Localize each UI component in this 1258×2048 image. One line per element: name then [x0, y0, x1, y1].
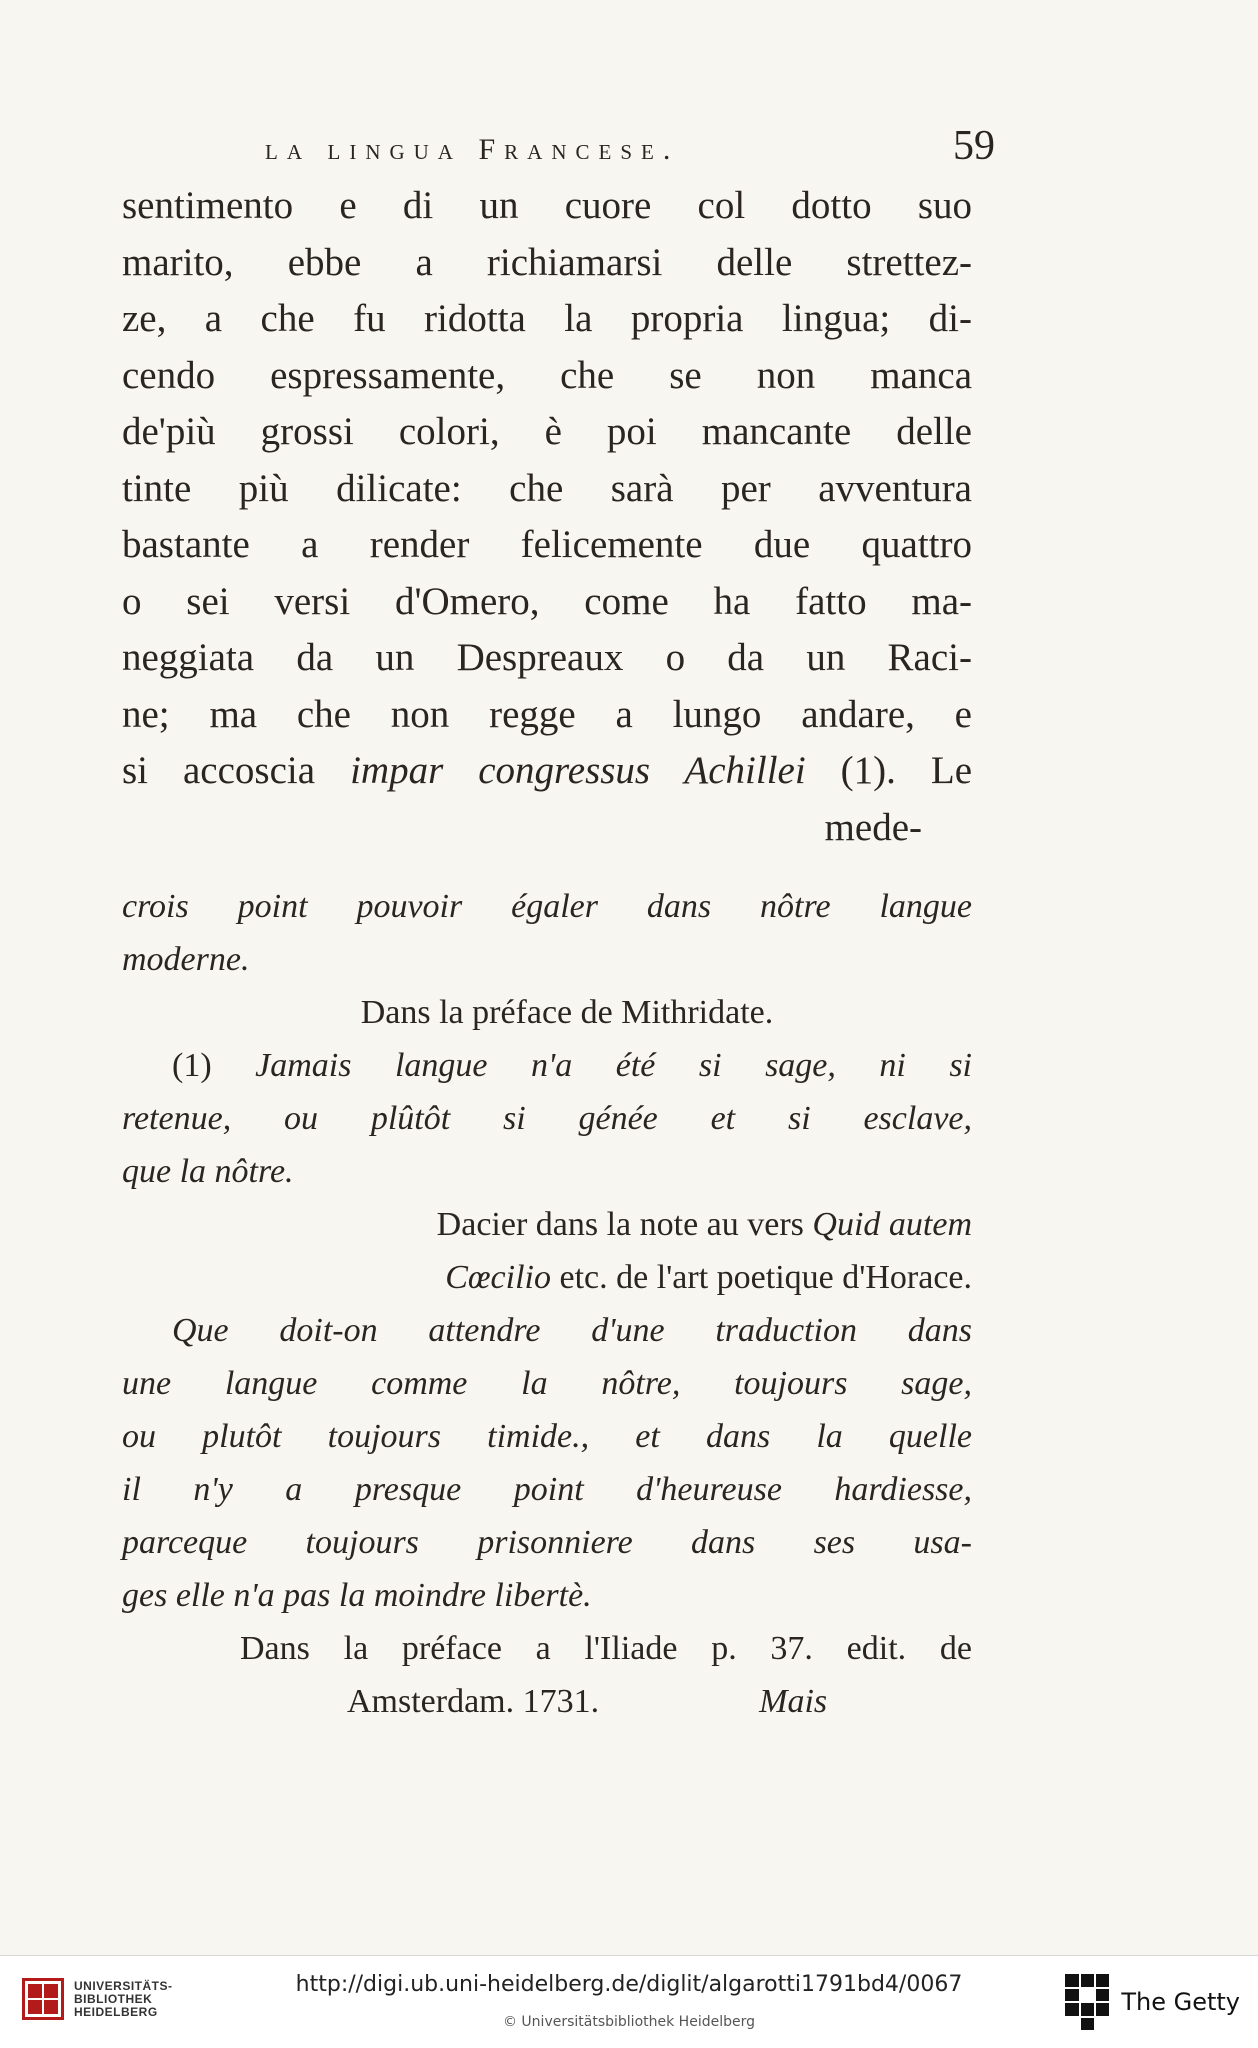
note-source — [122, 1251, 972, 1304]
latin-quote: Cœcilio — [445, 1259, 551, 1296]
note-line: une langue comme la nôtre, toujours sage, — [122, 1365, 972, 1402]
catchword: Mais — [759, 1683, 828, 1720]
note-line: Que doit-on attendre d'une traduction dans — [172, 1312, 972, 1349]
text-line: o sei versi d'Omero, come ha fatto ma- — [122, 579, 972, 623]
note-text: Jamais langue n'a été si sage, ni si — [255, 1047, 972, 1084]
note-source — [122, 1198, 972, 1251]
note-line: moderne. — [122, 941, 250, 978]
getty-icon — [1065, 1974, 1109, 2030]
page-header — [265, 122, 995, 170]
ub-logo-line: UNIVERSITÄTS- — [74, 1978, 173, 1993]
footnote-reference: (1). Le — [805, 749, 973, 792]
text-line: sentimento e di un cuore col dotto suo — [122, 184, 972, 227]
note-line: il n'y a presque point d'heureuse hardiesse, — [122, 1471, 972, 1508]
note-source: Dans la préface a l'Iliade p. 37. edit. de — [240, 1630, 972, 1667]
latin-quote: Quid autem — [812, 1206, 972, 1243]
text-line: de'più grossi colori, è poi mancante delle — [122, 410, 972, 453]
getty-label: The Getty — [1121, 1988, 1240, 2016]
catchword: mede- — [824, 805, 922, 849]
main-text — [122, 178, 972, 856]
running-title: la lingua Francese. — [265, 133, 680, 166]
note-source-text: etc. de l'art poetique d'Horace. — [551, 1259, 972, 1296]
text-fragment: si accoscia — [122, 749, 351, 792]
text-line: tinte più dilicate: che sarà per avventura — [122, 466, 972, 510]
note-line: parceque toujours prisonniere dans ses usa- — [122, 1524, 972, 1561]
copyright-notice: © Universitätsbibliothek Heidelberg — [502, 2014, 755, 2030]
note-source — [122, 1675, 972, 1728]
note-line — [122, 1039, 972, 1092]
footnotes — [122, 880, 972, 1728]
note-source: Dans la préface de Mithridate. — [360, 994, 774, 1031]
viewer-footer — [0, 1955, 1258, 2048]
note-line: retenue, ou plûtôt si génée et si esclave, — [122, 1100, 972, 1137]
text-line: neggiata da un Despreaux o da un Raci- — [122, 636, 972, 679]
getty-logo[interactable] — [1065, 1974, 1240, 2030]
text-line: cendo espressamente, che se non manca — [122, 353, 972, 397]
text-line-last — [122, 743, 972, 800]
note-source-text: Dacier dans la note au vers — [436, 1206, 813, 1243]
note-line: ges elle n'a pas la moindre libertè. — [122, 1577, 592, 1614]
page-number: 59 — [953, 123, 995, 169]
text-line: marito, ebbe a richiamarsi delle strettez- — [122, 240, 972, 284]
ub-logo-line: BIBLIOTHEK — [74, 1991, 153, 2006]
note-line: crois point pouvoir égaler dans nôtre langue — [122, 888, 972, 925]
note-line: ou plutôt toujours timide., et dans la quelle — [122, 1418, 972, 1455]
note-source-text: Amsterdam. 1731. — [347, 1683, 600, 1720]
permalink-url[interactable]: http://digi.ub.uni-heidelberg.de/diglit/algarotti1791bd4/0067 — [295, 1972, 963, 1997]
note-line: que la nôtre. — [122, 1153, 294, 1190]
ub-logo-line: HEIDELBERG — [74, 2004, 158, 2019]
latin-quote: impar congressus Achillei — [350, 749, 806, 792]
text-line: bastante a render felicemente due quattro — [122, 523, 972, 566]
note-marker: (1) — [172, 1047, 212, 1084]
text-line: ze, a che fu ridotta la propria lingua; di- — [122, 297, 972, 340]
text-line: ne; ma che non regge a lungo andare, e — [122, 692, 972, 736]
